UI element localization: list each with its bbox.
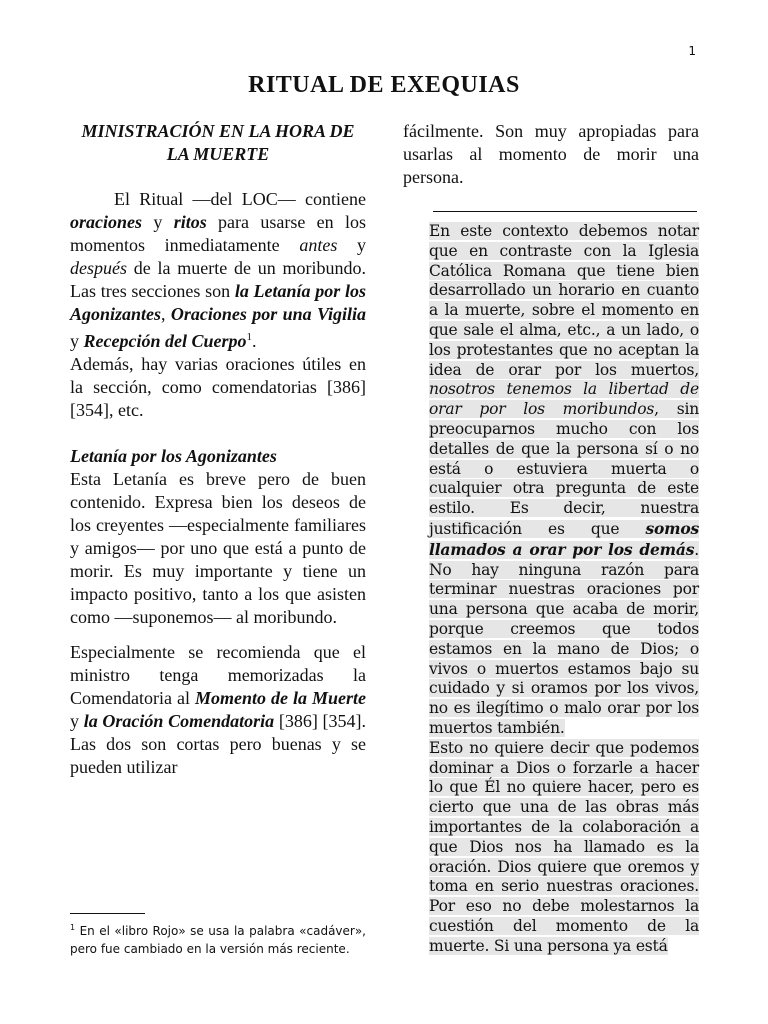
note-box <box>429 222 699 956</box>
note-paragraph: Esto no quiere decir que podemos dominar a Dios o forzarle a hacer lo que Él no quiere hacer, pero es cierto que una de las obras más importantes de la colaboración a que Dios nos ha llamado es la oración. Dios quiere que oremos y toma en serio nuestras oraciones. Por eso no debe molestarnos la cuestión del momento de la muerte. Si una persona ya está <box>429 738 699 955</box>
intro-paragraph: El Ritual —del LOC— contiene oraciones y ritos para usarse en los momentos inmediatamente antes y después de la muerte de un moribundo. Las tres secciones son la Letanía por los Agonizantes, Oraciones por una Vigilia y Recepción del Cuerpo$^1$. <box>70 189 367 351</box>
section-heading: MINISTRACIÓN EN LA HORA DE LA MUERTE <box>81 121 355 164</box>
document-title: RITUAL DE EXEQUIAS <box>248 72 520 98</box>
paragraph-continuation: fácilmente. Son muy apropiadas para usarlas al momento de morir una persona. <box>403 121 699 187</box>
box-divider <box>433 211 697 212</box>
paragraph-litany: Esta Letanía es breve pero de buen contenido. Expresa bien los deseos de los creyentes —especialmente familiares y amigos— por uno que está a punto de morir. Es muy importante y tiene un impacto positivo, tanto a los que asisten como —suponemos— al moribundo. <box>70 469 366 627</box>
footnote-divider <box>70 913 145 914</box>
right-column <box>403 120 699 189</box>
paragraph-recommendation: Especialmente se recomienda que el ministro tenga memorizadas la Comendatoria al Momento de la Muerte y la Oración Comendatoria [386] [354]. Las dos son cortas pero buenas y se pueden utilizar <box>70 642 367 777</box>
subheading-litany: Letanía por los Agonizantes <box>70 446 277 466</box>
paragraph-additional-prayers: Además, hay varias oraciones útiles en la sección, como comendatorias [386] [354], etc. <box>70 354 366 420</box>
left-column <box>70 120 366 779</box>
note-paragraph: En este contexto debemos notar que en contraste con la Iglesia Católica Romana que tiene bien desarrollado un horario en cuanto a la muerte, sobre el momento en que sale el alma, etc., a un lado, o los protestantes que no aceptan la idea de orar por los muertos, nosotros tenemos la libertad de orar por los moribundos, sin preocuparnos mucho con los detalles de que la persona sí o no está o estuviera muerta o cualquier otra pregunta de este estilo. Es decir, nuestra justificación es que somos llamados a orar por los demás. No hay ninguna razón para terminar nuestras oraciones por una persona que acaba de morir, porque creemos que todos estamos en la mano de Dios; o vivos o muertos estamos bajo su cuidado y si oramos por los vivos, no es ilegítimo o malo orar por los muertos también. <box>429 222 699 737</box>
footnote-reference: 1 <box>246 331 252 343</box>
page-number: 1 <box>688 44 696 58</box>
footnote: $^1$ En el «libro Rojo» se usa la palabra «cadáver», pero fue cambiado en la versión más reciente. <box>70 923 366 956</box>
